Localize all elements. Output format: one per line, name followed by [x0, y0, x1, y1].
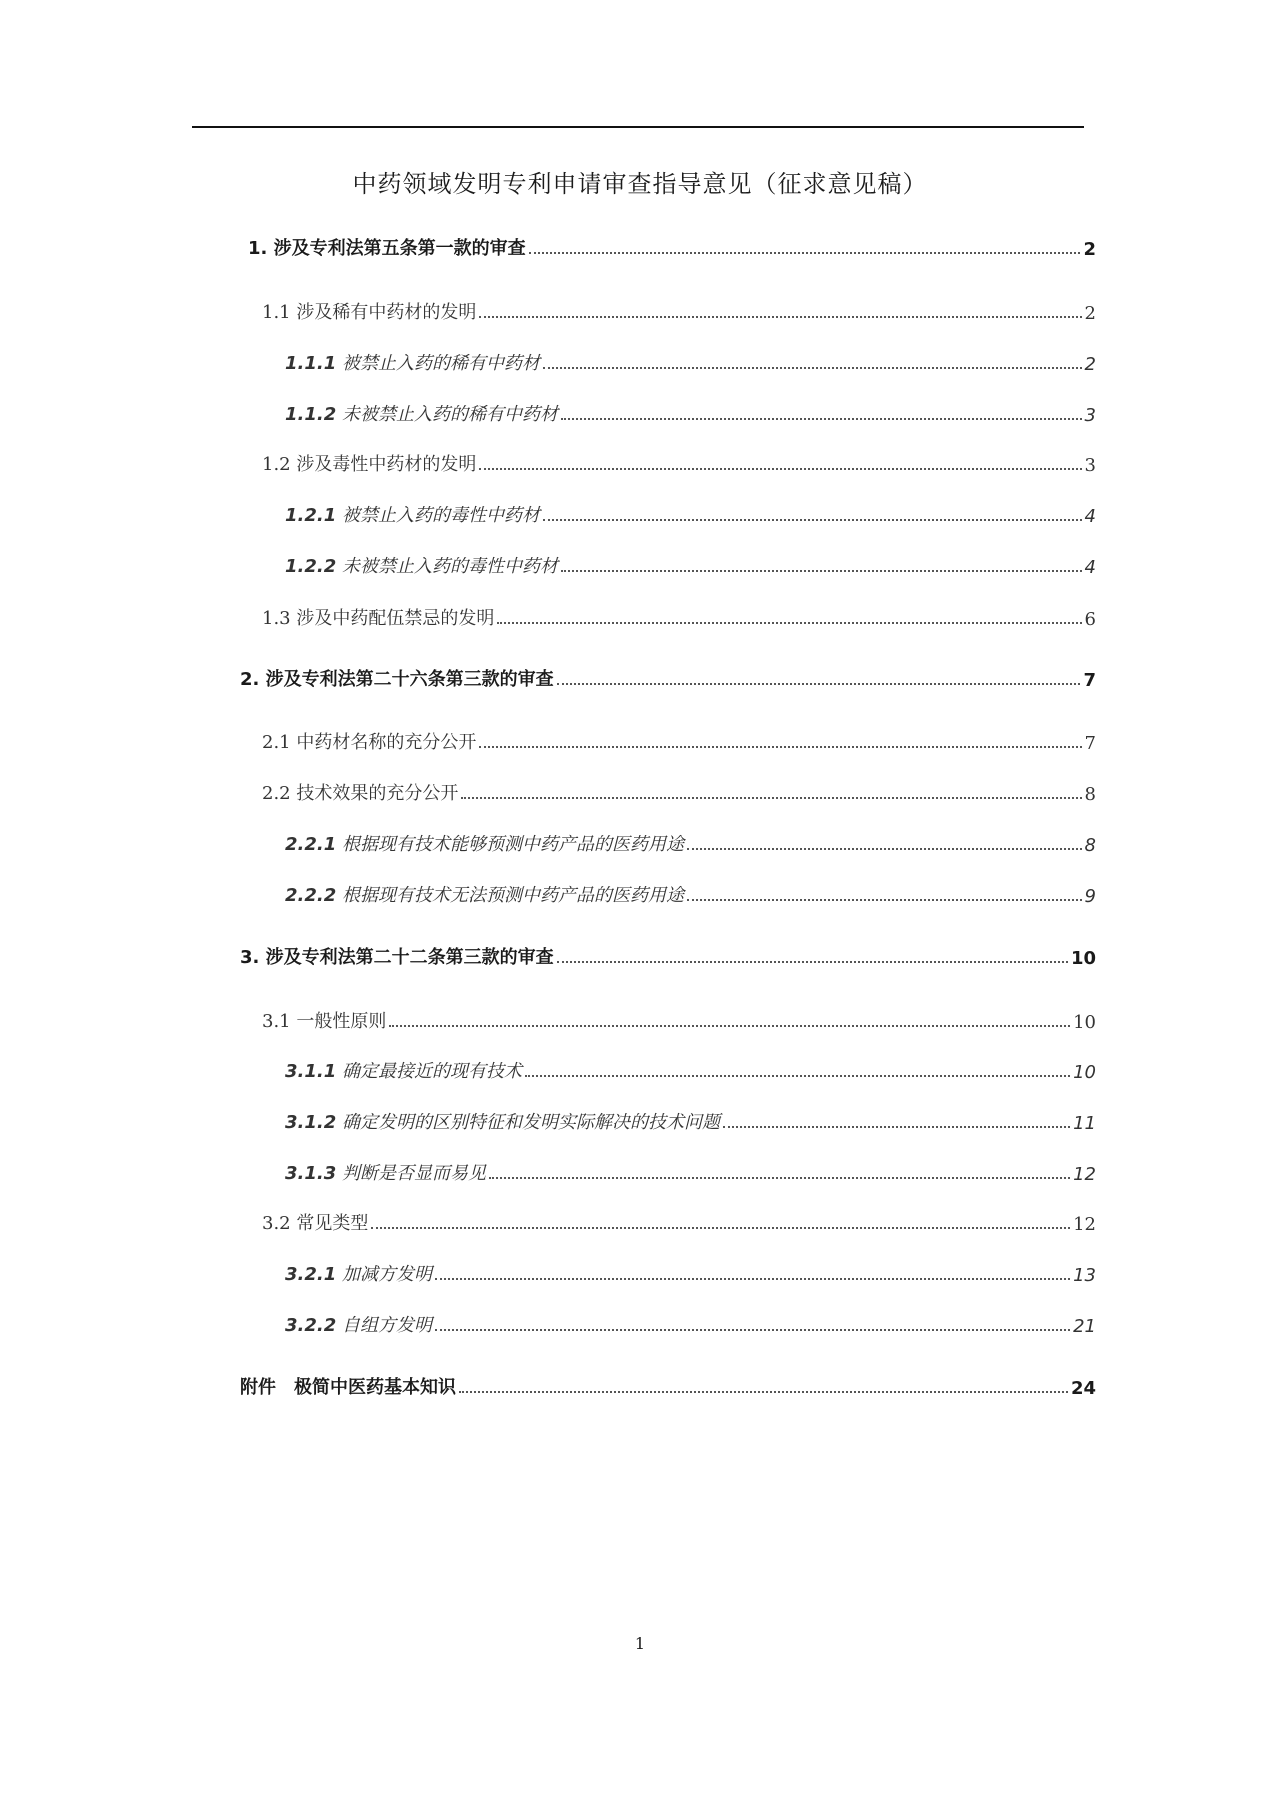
toc-leader-dots [435, 1329, 1070, 1331]
toc-entry[interactable] [285, 877, 1096, 907]
toc-leader-dots [543, 519, 1082, 521]
toc-entry[interactable] [285, 548, 1096, 578]
toc-entry-label: 2.2 技术效果的充分公开 [262, 783, 459, 804]
toc-entry[interactable] [285, 497, 1096, 527]
toc-entry-page: 6 [1084, 609, 1096, 630]
toc-entry-number: 1.1.1 [285, 353, 337, 374]
toc-leader-dots [489, 1177, 1070, 1179]
toc-entry-label: 3.2 常见类型 [262, 1213, 369, 1234]
toc-entry-number: 3.2.2 [285, 1315, 337, 1336]
toc-entry-number: 3.1.3 [285, 1163, 337, 1184]
toc-entry[interactable] [285, 345, 1096, 375]
toc-entry-page: 12 [1073, 1214, 1096, 1235]
toc-entry-label [285, 881, 684, 907]
toc-entry[interactable] [285, 1307, 1096, 1337]
toc-leader-dots [561, 418, 1082, 420]
toc-entry-page: 10 [1073, 1012, 1096, 1033]
toc-entry-label: 3. 涉及专利法第二十二条第三款的审查 [240, 947, 554, 968]
toc-entry[interactable] [285, 826, 1096, 856]
toc-entry-page: 3 [1084, 405, 1096, 426]
document-title: 中药领域发明专利申请审查指导意见（征求意见稿） [352, 170, 928, 198]
toc-leader-dots [461, 797, 1081, 799]
toc-entry-number: 1.2.2 [285, 556, 337, 577]
toc-leader-dots [479, 316, 1081, 318]
toc-entry[interactable] [285, 1155, 1096, 1185]
toc-entry-page: 8 [1084, 835, 1096, 856]
toc-entry-page: 2 [1084, 303, 1096, 324]
toc-leader-dots [479, 468, 1081, 470]
toc-entry-page: 10 [1070, 948, 1096, 969]
toc-entry[interactable] [262, 724, 1096, 754]
toc-entry[interactable] [262, 1003, 1096, 1033]
toc-entry-text: 确定发明的区别特征和发明实际解决的技术问题 [341, 1112, 720, 1133]
toc-entry-label: 1.3 涉及中药配伍禁忌的发明 [262, 608, 495, 629]
toc-entry-text: 根据现有技术能够预测中药产品的医药用途 [341, 834, 684, 855]
toc-entry-page: 24 [1070, 1378, 1096, 1399]
toc-entry[interactable] [285, 396, 1096, 426]
toc-leader-dots [557, 961, 1068, 963]
toc-entry-label [285, 1260, 432, 1286]
toc-entry[interactable] [248, 230, 1096, 260]
toc-entry-label: 1. 涉及专利法第五条第一款的审查 [248, 238, 526, 259]
toc-leader-dots [435, 1278, 1070, 1280]
toc-entry-label [285, 1057, 522, 1083]
toc-entry[interactable] [262, 600, 1096, 630]
toc-entry-text: 确定最接近的现有技术 [341, 1061, 522, 1082]
toc-entry-number: 2.2.1 [285, 834, 337, 855]
toc-entry[interactable] [285, 1256, 1096, 1286]
toc-leader-dots [543, 367, 1082, 369]
toc-entry-label [285, 552, 558, 578]
toc-entry-text: 未被禁止入药的稀有中药材 [341, 404, 558, 425]
toc-leader-dots [561, 570, 1082, 572]
toc-leader-dots [723, 1126, 1070, 1128]
toc-entry[interactable] [285, 1053, 1096, 1083]
toc-entry-number: 2.2.2 [285, 885, 337, 906]
toc-leader-dots [389, 1025, 1070, 1027]
toc-entry-number: 3.2.1 [285, 1264, 337, 1285]
toc-entry-label [285, 349, 540, 375]
toc-entry-page: 12 [1073, 1164, 1096, 1185]
toc-entry-label [285, 400, 558, 426]
toc-entry-label [285, 830, 684, 856]
toc-entry-text: 未被禁止入药的毒性中药材 [341, 556, 558, 577]
toc-entry-page: 3 [1084, 455, 1096, 476]
toc-leader-dots [459, 1391, 1068, 1393]
toc-leader-dots [371, 1227, 1070, 1229]
toc-entry-label: 2.1 中药材名称的充分公开 [262, 732, 477, 753]
toc-entry-label: 2. 涉及专利法第二十六条第三款的审查 [240, 669, 554, 690]
toc-entry-page: 13 [1073, 1265, 1096, 1286]
toc-entry-text: 被禁止入药的稀有中药材 [341, 353, 540, 374]
toc-entry-label [285, 1108, 720, 1134]
toc-entry-page: 7 [1084, 733, 1096, 754]
toc-entry-label [285, 501, 540, 527]
toc-entry-text: 自组方发明 [341, 1315, 432, 1336]
toc-entry[interactable] [240, 1369, 1096, 1399]
toc-entry-text: 加减方发明 [341, 1264, 432, 1285]
toc-entry-page: 9 [1084, 886, 1096, 907]
toc-entry-number: 3.1.2 [285, 1112, 337, 1133]
toc-entry-page: 7 [1083, 670, 1096, 691]
toc-entry[interactable] [240, 939, 1096, 969]
toc-entry-page: 4 [1084, 506, 1096, 527]
toc-leader-dots [687, 899, 1082, 901]
toc-entry-page: 10 [1073, 1062, 1096, 1083]
toc-entry[interactable] [240, 661, 1096, 691]
toc-entry[interactable] [262, 446, 1096, 476]
toc-entry-number: 1.1.2 [285, 404, 337, 425]
toc-entry[interactable] [285, 1104, 1096, 1134]
toc-entry[interactable] [262, 1205, 1096, 1235]
toc-entry-page: 4 [1084, 557, 1096, 578]
toc-entry-label: 3.1 一般性原则 [262, 1011, 387, 1032]
toc-entry-label: 1.1 涉及稀有中药材的发明 [262, 302, 477, 323]
toc-entry-text: 判断是否显而易见 [341, 1163, 486, 1184]
toc-entry-text: 根据现有技术无法预测中药产品的医药用途 [341, 885, 684, 906]
toc-entry-page: 21 [1073, 1316, 1096, 1337]
toc-entry-label [285, 1311, 432, 1337]
toc-leader-dots [497, 622, 1081, 624]
toc-entry-page: 2 [1083, 239, 1096, 260]
toc-entry[interactable] [262, 294, 1096, 324]
toc-leader-dots [687, 848, 1082, 850]
toc-entry-page: 11 [1073, 1113, 1096, 1134]
page-number: 1 [634, 1634, 646, 1653]
toc-entry-label [285, 1159, 486, 1185]
toc-leader-dots [529, 252, 1081, 254]
toc-entry-number: 3.1.1 [285, 1061, 337, 1082]
toc-entry[interactable] [262, 775, 1096, 805]
toc-entry-page: 2 [1084, 354, 1096, 375]
toc-entry-label: 1.2 涉及毒性中药材的发明 [262, 454, 477, 475]
toc-entry-text: 被禁止入药的毒性中药材 [341, 505, 540, 526]
toc-entry-page: 8 [1084, 784, 1096, 805]
toc-entry-number: 1.2.1 [285, 505, 337, 526]
toc-entry-label: 附件 极简中医药基本知识 [240, 1377, 456, 1398]
toc-leader-dots [479, 746, 1081, 748]
toc-leader-dots [525, 1075, 1070, 1077]
toc-leader-dots [557, 683, 1081, 685]
